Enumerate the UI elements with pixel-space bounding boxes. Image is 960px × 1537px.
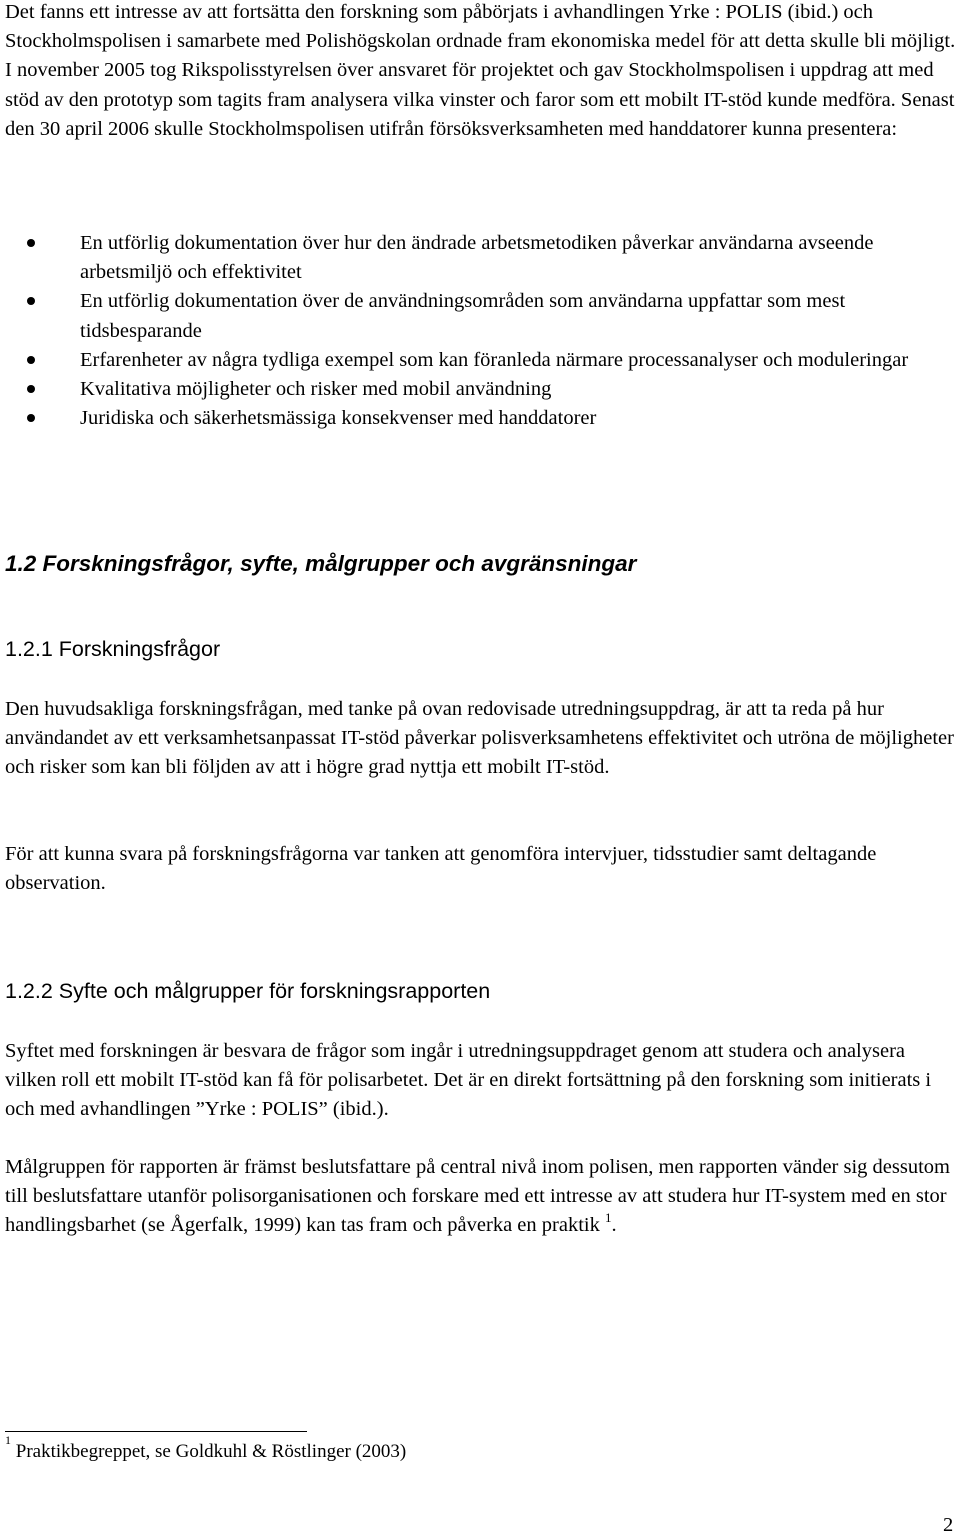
list-item-text: Kvalitativa möjligheter och risker med mobil användning: [80, 378, 552, 401]
bullet-list: [5, 229, 960, 433]
list-item-text: En utförlig dokumentation över de användningsområden som användarna uppfattar som mest tidsbesparande: [80, 290, 846, 342]
footnote-marker: 1: [5, 1432, 11, 1447]
subsection-heading-research-questions: 1.2.1 Forskningsfrågor: [5, 637, 221, 661]
footnote-separator: [5, 1431, 307, 1432]
list-item: [5, 287, 960, 345]
list-item-text: Juridiska och säkerhetsmässiga konsekvenser med handdatorer: [80, 407, 597, 430]
method-paragraph: För att kunna svara på forskningsfrågorna var tanken att genomföra intervjuer, tidsstudier samt deltagande observation.: [5, 843, 877, 895]
bullet-icon: [27, 414, 35, 422]
bullet-icon: [27, 239, 35, 247]
intro-paragraph: Det fanns ett intresse av att fortsätta den forskning som påbörjats i avhandlingen Yrke : POLIS (ibid.) och Stockholmspolisen i samarbete med Polishögskolan ordnade fram ekonomiska medel för att detta skulle bli möjligt. I november 2005 tog Rikspolisstyrelsen över ansvaret för projektet och gav Stockholmspolisen i uppdrag att med stöd av den prototyp som tagits fram analysera vilka vinster och faror som ett mobilt IT-stöd kunde medföra. Senast den 30 april 2006 skulle Stockholmspolisen utifrån försöksverksamheten med handdatorer kunna presentera:: [5, 1, 956, 140]
section-heading: 1.2 Forskningsfrågor, syfte, målgrupper och avgränsningar: [5, 551, 637, 576]
target-group-text: Målgruppen för rapporten är främst beslutsfattare på central nivå inom polisen, men rapporten vänder sig dessutom till beslutsfattare utanför polisorganisationen och forskare med ett intresse av att studera hur IT-system med en stor handlingsbarhet (se Ågerfalk, 1999) kan tas fram och påverka en praktik: [5, 1156, 950, 1237]
list-item: [5, 346, 960, 375]
subsection-heading-purpose: 1.2.2 Syfte och målgrupper för forskningsrapporten: [5, 979, 491, 1003]
footnote-text: Praktikbegreppet, se Goldkuhl & Röstlinger (2003): [15, 1441, 407, 1462]
list-item-text: En utförlig dokumentation över hur den ändrade arbetsmetodiken påverkar användarna avseende arbetsmiljö och effektivitet: [80, 232, 874, 284]
purpose-paragraph: Syftet med forskningen är besvara de frågor som ingår i utredningsuppdraget genom att studera och analysera vilken roll ett mobilt IT-stöd kan få för polisarbetet. Det är en direkt fortsättning på den forskning som initierats i och med avhandlingen ”Yrke : POLIS” (ibid.).: [5, 1040, 932, 1121]
bullet-icon: [27, 385, 35, 393]
sentence-end: .: [611, 1214, 617, 1237]
bullet-icon: [27, 297, 35, 305]
footnote: [5, 1432, 407, 1466]
footnote-reference[interactable]: 1: [604, 1209, 612, 1225]
page-number: 2: [943, 1514, 954, 1536]
target-group-paragraph: [5, 1153, 957, 1241]
bullet-icon: [27, 356, 35, 364]
list-item: [5, 375, 960, 404]
list-item-text: Erfarenheter av några tydliga exempel som kan föranleda närmare processanalyser och moduleringar: [80, 348, 909, 371]
research-question-paragraph: Den huvudsakliga forskningsfrågan, med tanke på ovan redovisade utredningsuppdrag, är att ta reda på hur användandet av ett verksamhetsanpassat IT-stöd påverkar polisverksamhetens effektivitet och utröna de möjligheter och risker som kan bli följden av att i högre grad nyttja ett mobilt IT-stöd.: [5, 698, 954, 779]
list-item: [5, 229, 960, 287]
list-item: [5, 404, 960, 433]
